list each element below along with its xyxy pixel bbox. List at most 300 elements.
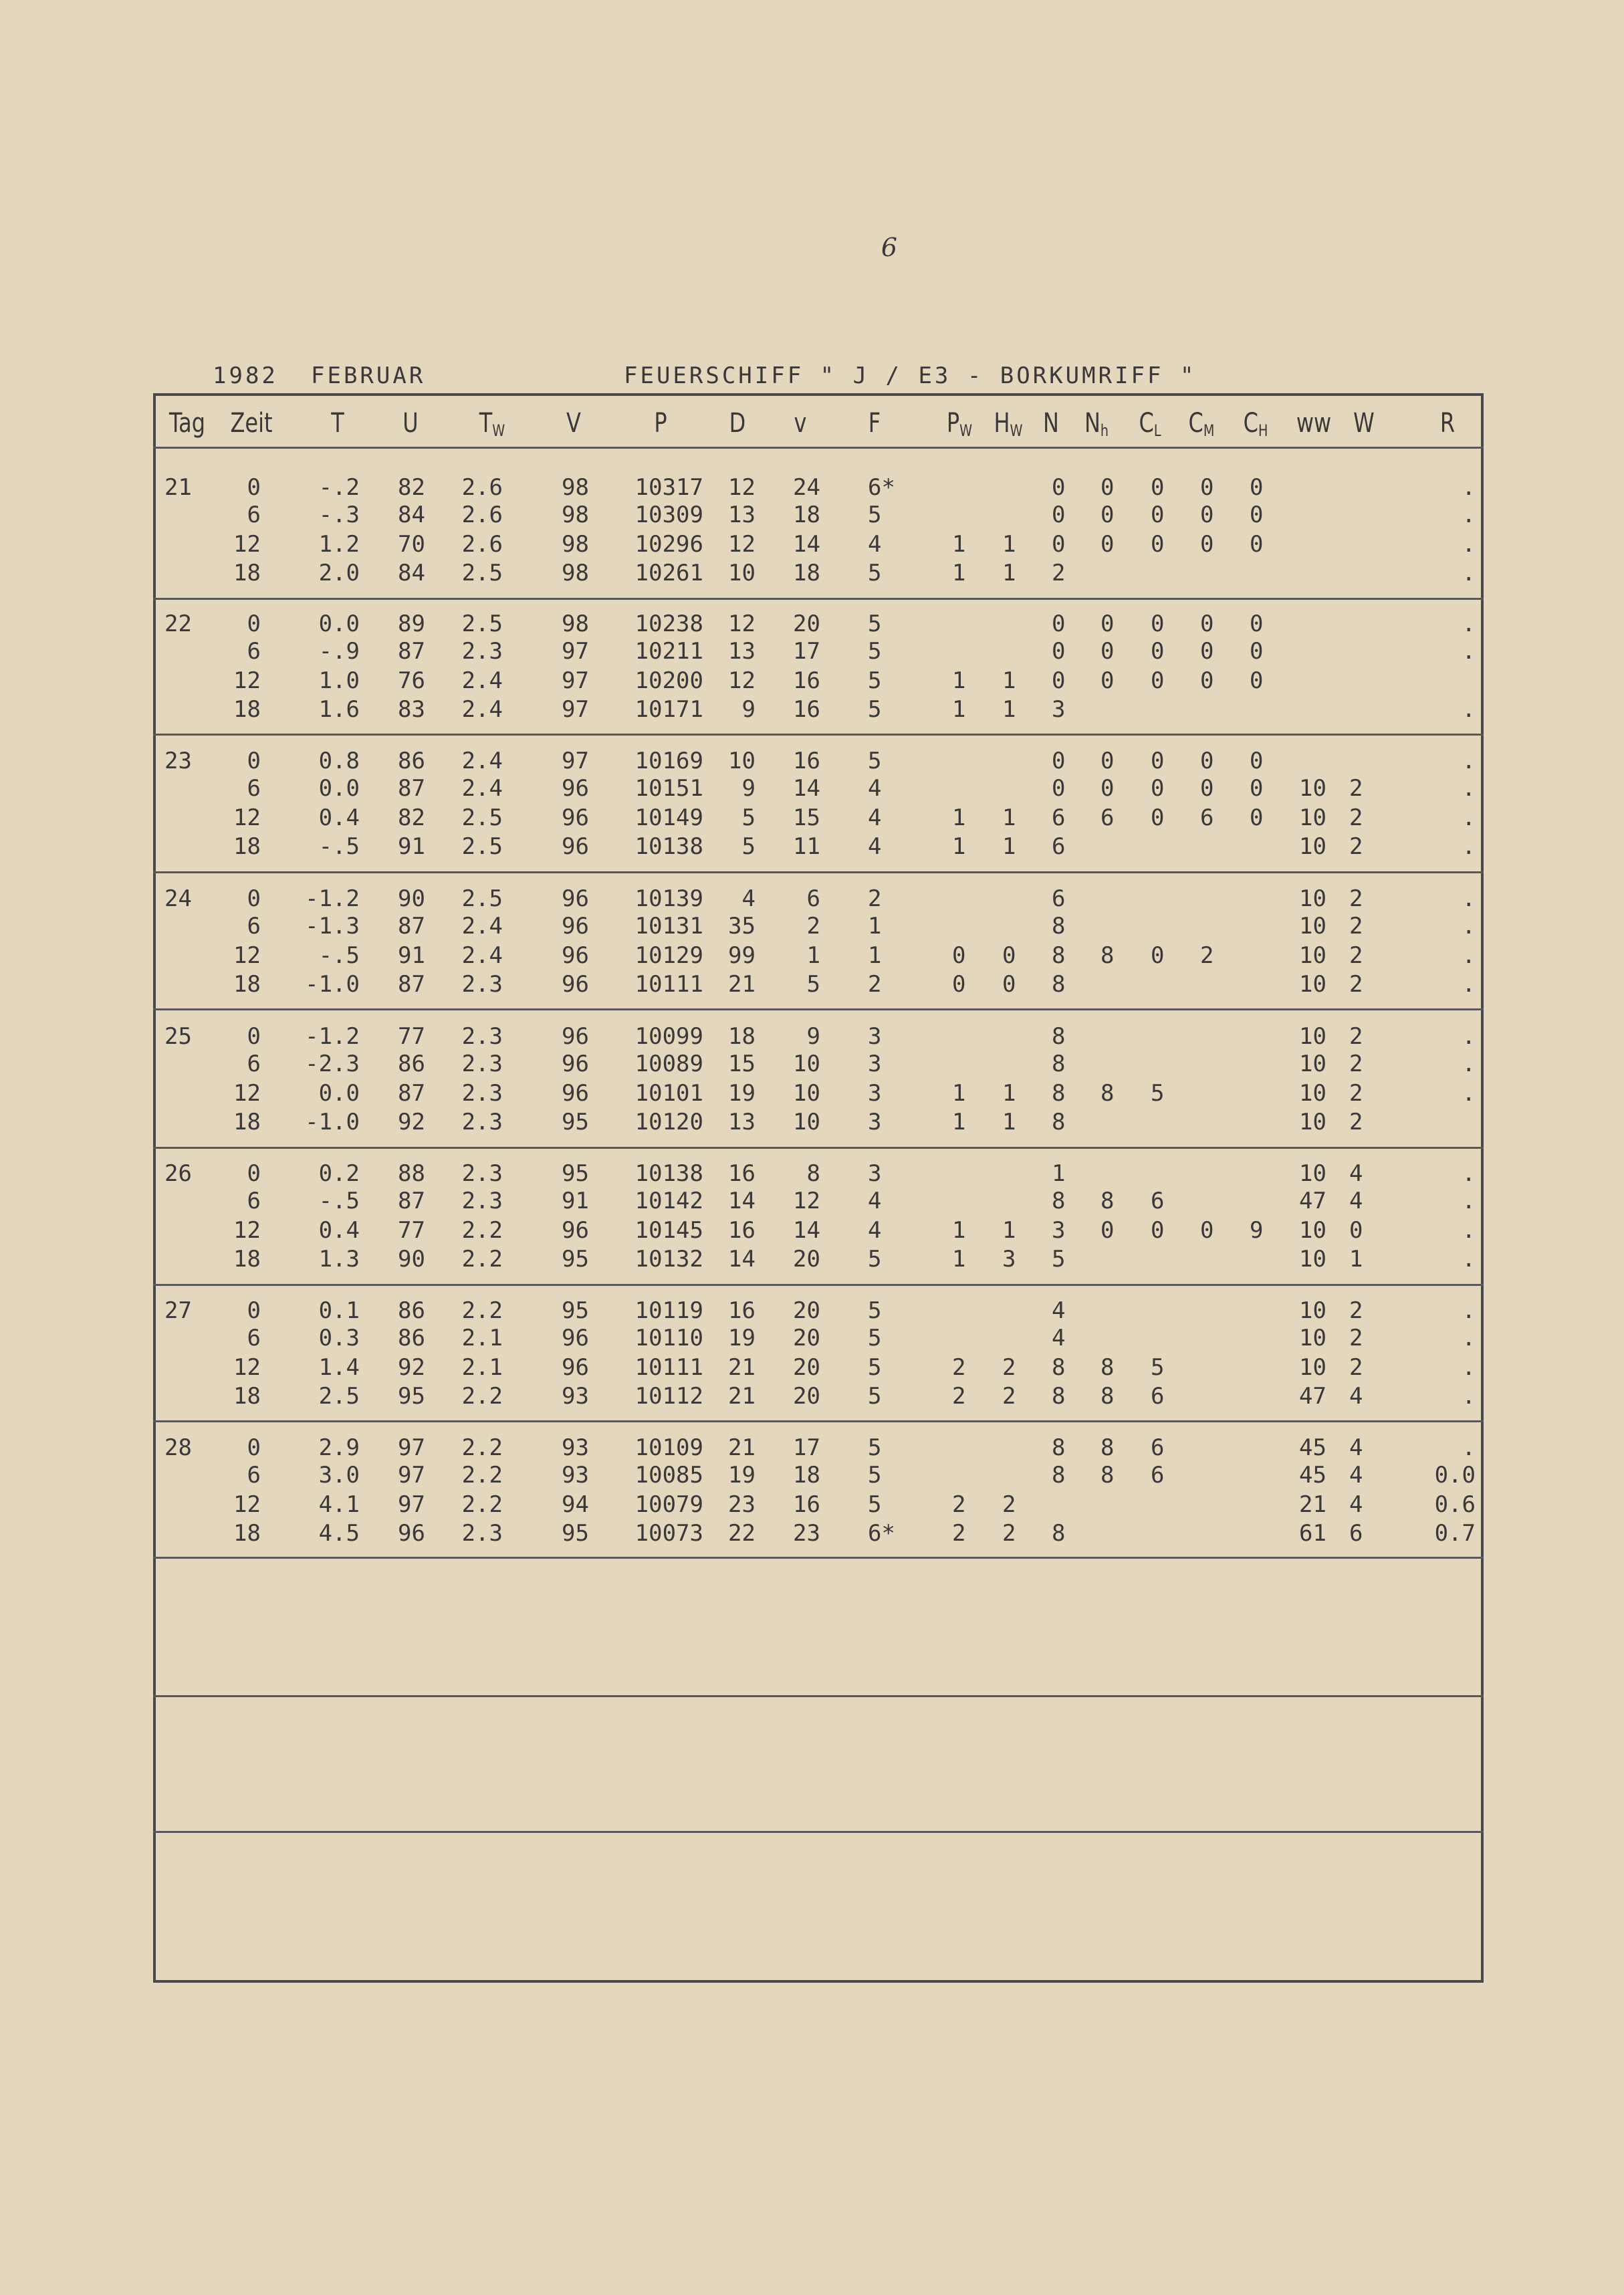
cell-zeit: 0 [247, 1160, 261, 1187]
cell-ww: 10 [1299, 942, 1326, 969]
cell-zeit: 6 [247, 1188, 261, 1214]
cell-d: 19 [728, 1462, 756, 1489]
cell-ww: 10 [1299, 1297, 1326, 1324]
cell-vv: 16 [793, 667, 820, 694]
cell-u: 90 [398, 885, 425, 912]
cell-r: . [1462, 1325, 1476, 1351]
cell-ww: 10 [1299, 1051, 1326, 1077]
cell-w: 2 [1349, 1051, 1363, 1077]
cell-pw: 2 [952, 1354, 966, 1381]
cell-hw: 1 [1002, 804, 1016, 831]
cell-vv: 14 [793, 531, 820, 558]
cell-vv: 20 [793, 1383, 820, 1410]
cell-ch: 9 [1250, 1217, 1264, 1244]
cell-t: 4.1 [318, 1491, 360, 1518]
cell-cm: 0 [1200, 611, 1214, 637]
cell-zeit: 18 [233, 696, 261, 723]
cell-n: 6 [1052, 804, 1066, 831]
cell-cl: 0 [1151, 748, 1165, 774]
cell-f: 2 [868, 885, 882, 912]
cell-d: 5 [741, 804, 756, 831]
cell-f: 2 [868, 971, 882, 998]
cell-pw: 2 [952, 1383, 966, 1410]
cell-v: 95 [562, 1246, 589, 1273]
cell-tag: 28 [164, 1434, 192, 1461]
cell-w: 2 [1349, 1297, 1363, 1324]
cell-p: 10309 [634, 502, 703, 528]
column-header-nh: $N_h$ [1084, 408, 1109, 440]
cell-zeit: 0 [247, 474, 261, 501]
cell-t: 0.3 [318, 1325, 360, 1351]
cell-u: 86 [398, 1051, 425, 1077]
cell-v: 96 [562, 1080, 589, 1107]
cell-hw: 3 [1002, 1246, 1016, 1273]
cell-zeit: 12 [233, 942, 261, 969]
column-header-ww: ww [1296, 408, 1332, 439]
cell-zeit: 18 [233, 1246, 261, 1273]
cell-v: 96 [562, 913, 589, 940]
cell-r: . [1462, 1080, 1476, 1107]
cell-pw: 1 [952, 1246, 966, 1273]
cell-d: 5 [741, 833, 756, 860]
cell-w: 2 [1349, 833, 1363, 860]
cell-vv: 16 [793, 748, 820, 774]
cell-r: . [1462, 748, 1476, 774]
cell-d: 12 [728, 531, 756, 558]
cell-vv: 10 [793, 1080, 820, 1107]
cell-t: -.9 [318, 638, 360, 665]
cell-cl: 0 [1151, 1217, 1165, 1244]
cell-tw: 2.1 [461, 1325, 503, 1351]
cell-zeit: 6 [247, 775, 261, 802]
column-header-n: N [1043, 408, 1059, 439]
cell-u: 96 [398, 1520, 425, 1547]
cell-n: 8 [1052, 1354, 1066, 1381]
cell-n: 0 [1052, 502, 1066, 528]
cell-zeit: 6 [247, 1462, 261, 1489]
cell-f: 1 [868, 913, 882, 940]
cell-p: 10138 [634, 833, 703, 860]
cell-u: 76 [398, 667, 425, 694]
cell-pw: 0 [952, 942, 966, 969]
cell-t: 0.4 [318, 1217, 360, 1244]
day-divider [153, 734, 1484, 736]
column-header-v: V [566, 408, 581, 439]
cell-ww: 10 [1299, 833, 1326, 860]
cell-r: . [1462, 804, 1476, 831]
cell-r: . [1462, 611, 1476, 637]
cell-r: . [1462, 833, 1476, 860]
cell-zeit: 0 [247, 1297, 261, 1324]
cell-p: 10171 [634, 696, 703, 723]
cell-ww: 21 [1299, 1491, 1326, 1518]
cell-p: 10211 [634, 638, 703, 665]
column-header-tag: Tag [168, 408, 206, 439]
cell-n: 0 [1052, 611, 1066, 637]
heading-year: 1982 [213, 362, 278, 389]
cell-cl: 0 [1151, 667, 1165, 694]
cell-cm: 0 [1200, 474, 1214, 501]
cell-w: 2 [1349, 775, 1363, 802]
cell-f: 4 [868, 1217, 882, 1244]
cell-t: 1.4 [318, 1354, 360, 1381]
cell-u: 97 [398, 1491, 425, 1518]
column-header-hw: $H_W$ [994, 408, 1023, 440]
cell-p: 10085 [634, 1462, 703, 1489]
cell-vv: 10 [793, 1109, 820, 1135]
cell-d: 13 [728, 1109, 756, 1135]
cell-v: 98 [562, 560, 589, 586]
cell-u: 83 [398, 696, 425, 723]
cell-tw: 2.3 [461, 1023, 503, 1050]
cell-d: 35 [728, 913, 756, 940]
cell-u: 88 [398, 1160, 425, 1187]
cell-zeit: 6 [247, 913, 261, 940]
header-rule [153, 447, 1484, 449]
cell-cm: 6 [1200, 804, 1214, 831]
cell-d: 16 [728, 1297, 756, 1324]
cell-tw: 2.5 [461, 560, 503, 586]
cell-w: 6 [1349, 1520, 1363, 1547]
cell-u: 87 [398, 913, 425, 940]
cell-ch: 0 [1250, 804, 1264, 831]
day-divider [153, 1284, 1484, 1286]
cell-tw: 2.3 [461, 1188, 503, 1214]
cell-vv: 20 [793, 1246, 820, 1273]
cell-u: 70 [398, 531, 425, 558]
cell-v: 96 [562, 1325, 589, 1351]
cell-ch: 0 [1250, 474, 1264, 501]
cell-r: . [1462, 1383, 1476, 1410]
cell-ch: 0 [1250, 502, 1264, 528]
cell-d: 19 [728, 1325, 756, 1351]
cell-u: 90 [398, 1246, 425, 1273]
cell-nh: 0 [1100, 638, 1115, 665]
column-header-ch: $C_H$ [1243, 408, 1268, 440]
cell-t: 2.5 [318, 1383, 360, 1410]
cell-hw: 2 [1002, 1383, 1016, 1410]
cell-t: -1.2 [305, 885, 360, 912]
cell-t: 0.0 [318, 1080, 360, 1107]
cell-cl: 6 [1151, 1462, 1165, 1489]
cell-r: . [1462, 1051, 1476, 1077]
cell-zeit: 0 [247, 1023, 261, 1050]
cell-tw: 2.6 [461, 531, 503, 558]
cell-p: 10145 [634, 1217, 703, 1244]
cell-f: 5 [868, 1325, 882, 1351]
cell-f: 5 [868, 1491, 882, 1518]
cell-tw: 2.3 [461, 1160, 503, 1187]
cell-f: 5 [868, 667, 882, 694]
cell-nh: 0 [1100, 1217, 1115, 1244]
cell-vv: 16 [793, 696, 820, 723]
cell-f: 6* [868, 1520, 895, 1547]
cell-zeit: 0 [247, 885, 261, 912]
cell-hw: 0 [1002, 971, 1016, 998]
cell-u: 86 [398, 748, 425, 774]
cell-d: 21 [728, 1434, 756, 1461]
cell-v: 93 [562, 1434, 589, 1461]
cell-d: 12 [728, 611, 756, 637]
cell-cl: 0 [1151, 804, 1165, 831]
cell-d: 16 [728, 1160, 756, 1187]
cell-hw: 1 [1002, 833, 1016, 860]
cell-d: 21 [728, 1354, 756, 1381]
cell-u: 84 [398, 560, 425, 586]
column-header-cm: $C_M$ [1188, 408, 1215, 440]
cell-n: 8 [1052, 1051, 1066, 1077]
cell-zeit: 6 [247, 1325, 261, 1351]
cell-zeit: 6 [247, 1051, 261, 1077]
cell-vv: 10 [793, 1051, 820, 1077]
cell-d: 21 [728, 971, 756, 998]
cell-n: 3 [1052, 1217, 1066, 1244]
cell-cl: 5 [1151, 1080, 1165, 1107]
cell-ww: 10 [1299, 775, 1326, 802]
cell-n: 8 [1052, 913, 1066, 940]
cell-tw: 2.2 [461, 1383, 503, 1410]
cell-zeit: 12 [233, 1217, 261, 1244]
column-header-p: P [654, 408, 667, 439]
cell-nh: 8 [1100, 1462, 1115, 1489]
cell-v: 95 [562, 1160, 589, 1187]
cell-r: . [1462, 1217, 1476, 1244]
cell-n: 4 [1052, 1297, 1066, 1324]
cell-f: 5 [868, 1246, 882, 1273]
cell-tw: 2.5 [461, 833, 503, 860]
cell-v: 93 [562, 1462, 589, 1489]
cell-ww: 10 [1299, 971, 1326, 998]
cell-n: 8 [1052, 1434, 1066, 1461]
cell-zeit: 18 [233, 1383, 261, 1410]
cell-ch: 0 [1250, 667, 1264, 694]
cell-r: . [1462, 1246, 1476, 1273]
cell-tw: 2.5 [461, 885, 503, 912]
cell-cm: 2 [1200, 942, 1214, 969]
cell-f: 4 [868, 1188, 882, 1214]
cell-w: 1 [1349, 1246, 1363, 1273]
cell-p: 10110 [634, 1325, 703, 1351]
cell-vv: 15 [793, 804, 820, 831]
cell-r: . [1462, 696, 1476, 723]
cell-d: 14 [728, 1246, 756, 1273]
cell-p: 10142 [634, 1188, 703, 1214]
cell-f: 4 [868, 804, 882, 831]
cell-pw: 1 [952, 1217, 966, 1244]
cell-p: 10101 [634, 1080, 703, 1107]
cell-d: 10 [728, 560, 756, 586]
cell-v: 96 [562, 971, 589, 998]
cell-r: . [1462, 885, 1476, 912]
cell-pw: 0 [952, 971, 966, 998]
cell-p: 10111 [634, 971, 703, 998]
cell-ww: 10 [1299, 1023, 1326, 1050]
cell-w: 2 [1349, 971, 1363, 998]
cell-u: 97 [398, 1434, 425, 1461]
cell-t: -.5 [318, 1188, 360, 1214]
cell-t: 0.0 [318, 611, 360, 637]
cell-nh: 8 [1100, 1383, 1115, 1410]
cell-vv: 20 [793, 1325, 820, 1351]
cell-p: 10073 [634, 1520, 703, 1547]
cell-w: 4 [1349, 1383, 1363, 1410]
cell-vv: 5 [806, 971, 820, 998]
cell-pw: 1 [952, 1109, 966, 1135]
cell-vv: 11 [793, 833, 820, 860]
column-header-zeit: Zeit [230, 408, 273, 439]
day-divider [153, 1420, 1484, 1422]
cell-r: . [1462, 1434, 1476, 1461]
cell-f: 5 [868, 1462, 882, 1489]
cell-tw: 2.4 [461, 913, 503, 940]
cell-zeit: 12 [233, 804, 261, 831]
cell-vv: 14 [793, 1217, 820, 1244]
cell-w: 2 [1349, 1109, 1363, 1135]
column-header-r: R [1439, 408, 1456, 439]
cell-v: 95 [562, 1109, 589, 1135]
cell-ww: 10 [1299, 1325, 1326, 1351]
cell-ww: 10 [1299, 1246, 1326, 1273]
cell-d: 12 [728, 474, 756, 501]
cell-v: 95 [562, 1297, 589, 1324]
cell-t: 2.9 [318, 1434, 360, 1461]
cell-zeit: 18 [233, 833, 261, 860]
cell-t: -.5 [318, 833, 360, 860]
cell-nh: 0 [1100, 775, 1115, 802]
cell-tag: 22 [164, 611, 192, 637]
cell-ch: 0 [1250, 748, 1264, 774]
cell-nh: 0 [1100, 667, 1115, 694]
column-header-cl: $C_L$ [1139, 408, 1161, 440]
day-divider [153, 1008, 1484, 1010]
cell-n: 0 [1052, 474, 1066, 501]
cell-hw: 2 [1002, 1354, 1016, 1381]
cell-vv: 20 [793, 1354, 820, 1381]
cell-hw: 1 [1002, 1217, 1016, 1244]
cell-u: 87 [398, 971, 425, 998]
cell-f: 5 [868, 1354, 882, 1381]
cell-p: 10120 [634, 1109, 703, 1135]
cell-v: 94 [562, 1491, 589, 1518]
cell-d: 18 [728, 1023, 756, 1050]
cell-tw: 2.5 [461, 611, 503, 637]
cell-n: 0 [1052, 748, 1066, 774]
cell-vv: 17 [793, 1434, 820, 1461]
cell-n: 4 [1052, 1325, 1066, 1351]
column-header-w: W [1353, 408, 1375, 439]
cell-t: 2.0 [318, 560, 360, 586]
cell-v: 95 [562, 1520, 589, 1547]
cell-u: 77 [398, 1023, 425, 1050]
cell-cm: 0 [1200, 748, 1214, 774]
column-header-f: F [868, 408, 881, 439]
cell-nh: 0 [1100, 611, 1115, 637]
cell-v: 98 [562, 531, 589, 558]
cell-d: 15 [728, 1051, 756, 1077]
cell-f: 3 [868, 1109, 882, 1135]
cell-f: 5 [868, 1297, 882, 1324]
cell-zeit: 18 [233, 971, 261, 998]
cell-t: -1.0 [305, 971, 360, 998]
cell-nh: 6 [1100, 804, 1115, 831]
cell-p: 10089 [634, 1051, 703, 1077]
cell-ww: 10 [1299, 885, 1326, 912]
cell-t: 0.0 [318, 775, 360, 802]
cell-t: -1.0 [305, 1109, 360, 1135]
cell-hw: 1 [1002, 696, 1016, 723]
cell-n: 6 [1052, 833, 1066, 860]
cell-tw: 2.4 [461, 942, 503, 969]
cell-w: 4 [1349, 1434, 1363, 1461]
cell-n: 8 [1052, 1188, 1066, 1214]
cell-hw: 1 [1002, 560, 1016, 586]
cell-vv: 18 [793, 1462, 820, 1489]
cell-w: 4 [1349, 1462, 1363, 1489]
cell-r: . [1462, 1160, 1476, 1187]
cell-vv: 18 [793, 502, 820, 528]
cell-vv: 6 [806, 885, 820, 912]
cell-n: 0 [1052, 531, 1066, 558]
cell-r: . [1462, 942, 1476, 969]
cell-f: 4 [868, 833, 882, 860]
cell-zeit: 0 [247, 748, 261, 774]
cell-zeit: 12 [233, 1354, 261, 1381]
cell-cl: 0 [1151, 531, 1165, 558]
cell-zeit: 12 [233, 1491, 261, 1518]
cell-f: 5 [868, 502, 882, 528]
cell-tw: 2.3 [461, 1080, 503, 1107]
cell-r: . [1462, 1188, 1476, 1214]
cell-u: 87 [398, 1188, 425, 1214]
cell-u: 77 [398, 1217, 425, 1244]
cell-v: 97 [562, 748, 589, 774]
cell-cl: 0 [1151, 474, 1165, 501]
cell-cl: 6 [1151, 1383, 1165, 1410]
cell-tag: 24 [164, 885, 192, 912]
cell-ww: 10 [1299, 1354, 1326, 1381]
cell-v: 97 [562, 638, 589, 665]
cell-p: 10111 [634, 1354, 703, 1381]
heading-station: FEUERSCHIFF " J / E3 - BORKUMRIFF " [624, 362, 1197, 389]
cell-w: 2 [1349, 1325, 1363, 1351]
cell-w: 2 [1349, 913, 1363, 940]
cell-v: 96 [562, 942, 589, 969]
cell-hw: 1 [1002, 1109, 1016, 1135]
cell-cm: 0 [1200, 531, 1214, 558]
cell-u: 82 [398, 474, 425, 501]
cell-v: 96 [562, 833, 589, 860]
cell-w: 0 [1349, 1217, 1363, 1244]
cell-p: 10261 [634, 560, 703, 586]
cell-n: 8 [1052, 1080, 1066, 1107]
cell-n: 0 [1052, 638, 1066, 665]
cell-cm: 0 [1200, 667, 1214, 694]
column-header-tw: $T_W$ [479, 408, 505, 440]
cell-hw: 1 [1002, 667, 1016, 694]
cell-cl: 0 [1151, 638, 1165, 665]
cell-nh: 0 [1100, 502, 1115, 528]
cell-tw: 2.3 [461, 1109, 503, 1135]
cell-w: 2 [1349, 942, 1363, 969]
cell-r: . [1462, 913, 1476, 940]
cell-p: 10129 [634, 942, 703, 969]
cell-vv: 1 [806, 942, 820, 969]
column-header-pw: $P_W$ [946, 408, 973, 440]
cell-n: 3 [1052, 696, 1066, 723]
cell-ww: 47 [1299, 1188, 1326, 1214]
cell-r: 0.7 [1434, 1520, 1476, 1547]
cell-u: 92 [398, 1354, 425, 1381]
